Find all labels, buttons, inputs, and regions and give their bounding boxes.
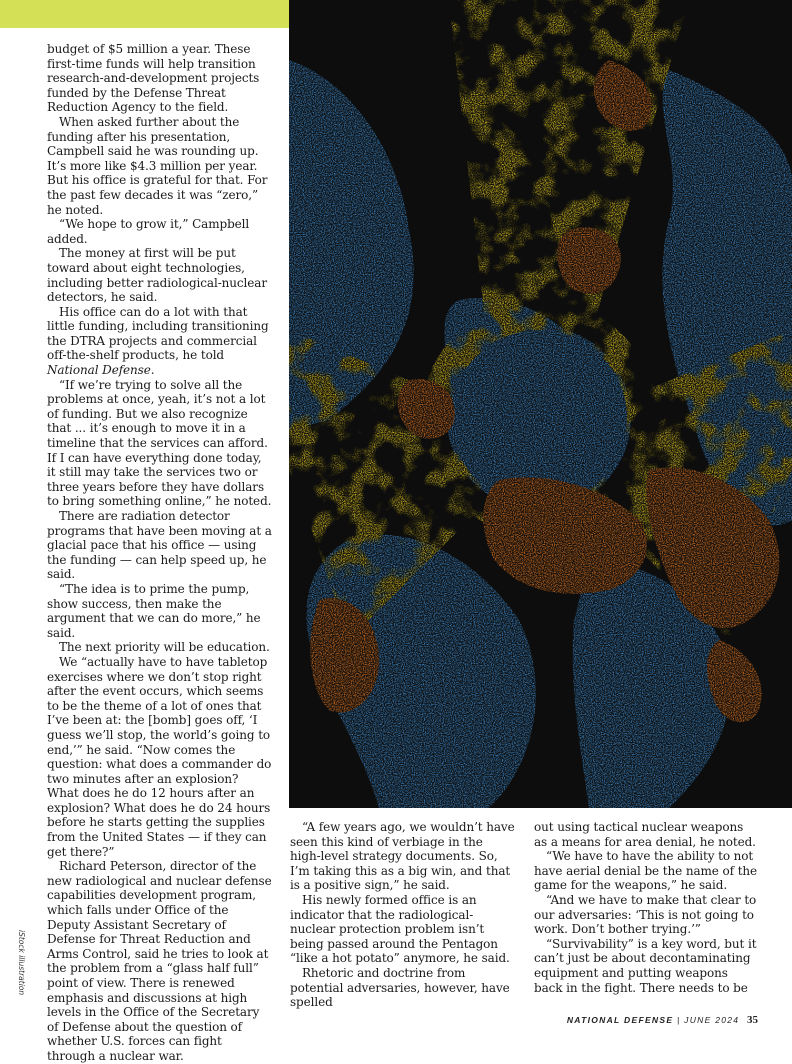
paragraph: The money at first will be put toward about eight technologies, including better radiological-nuclear detectors, he said.	[47, 246, 267, 305]
paragraph: The next priority will be education.	[59, 640, 270, 655]
paragraph: “We hope to grow it,” Campbell added.	[47, 217, 250, 246]
radiation-globe-art	[289, 0, 792, 808]
accent-bar	[0, 0, 289, 28]
page-number: 35	[747, 1014, 758, 1026]
paragraph: budget of $5 million a year. These first-time funds will help transition research-and-development projects funded by the Defense Threat Reduction Agency to the field.	[47, 42, 260, 115]
paragraph: His newly formed office is an indicator that the radiological-nuclear protection problem isn’t being passed around the Pentagon “like a hot potato” anymore, he said.	[290, 892, 510, 966]
image-credit-text: iStock illustration	[17, 930, 26, 996]
paragraph: out using tactical nuclear weapons as a means for area denial, he noted.	[534, 820, 756, 849]
page-footer	[567, 1014, 758, 1026]
paragraph: When asked further about the funding after his presentation, Campbell said he was rounding up. It’s more like $4.3 million per year. But his office is grateful for that. For the past few decades it was “zero,” he noted.	[47, 114, 268, 217]
paragraph: Rhetoric and doctrine from potential adversaries, however, have spelled	[290, 965, 510, 1010]
publication-name-footer: NATIONAL DEFENSE	[566, 1015, 674, 1025]
text-column-right	[534, 820, 759, 995]
paragraph: There are radiation detector programs that have been moving at a glacial pace that his office — using the funding — can help speed up, he said.	[47, 509, 272, 582]
paragraph: “And we have to make that clear to our adversaries: ‘This is not going to work. Don’t bother trying.’”	[534, 892, 757, 937]
paragraph: Richard Peterson, director of the new radiological and nuclear defense capabilities development program, which falls under Office of the Deputy Assistant Secretary of Defense for Threat Reduction and Arms Control, said he tries to look at the problem from a “glass half full” point of view. There is renewed emphasis and discussions at high levels in the Office of the Secretary of Defense about the question of whether U.S. forces can fight through a nuclear war.	[47, 859, 272, 1063]
paragraph: “If we’re trying to solve all the problems at once, yeah, it’s not a lot of funding. But we also recognize that ... it’s enough to move it in a timeline that the services can afford. If I can have everything done today, it still may take the services two or three years before they have dollars to bring something online,” he noted.	[47, 377, 272, 509]
image-credit	[14, 930, 28, 1000]
text-column-middle	[290, 820, 515, 1010]
footer-separator: |	[676, 1015, 681, 1025]
paragraph: His office can do a lot with that little funding, including transitioning the DTRA projects and commercial off-the-shelf products, he told National Defense.	[47, 304, 269, 378]
paragraph: “A few years ago, we wouldn’t have seen this kind of verbiage in the high-level strategy documents. So, I’m taking this as a big win, and that is a positive sign,” he said.	[290, 820, 515, 893]
paragraph: We “actually have to have tabletop exercises where we don’t stop right after the event occurs, which seems to be the theme of a lot of ones that I’ve been at: the [bomb] goes off, ‘I guess we’ll stop, the world’s going to end,’” he said. “Now comes the question: what does a commander do two minutes after an explosion? What does he do 12 hours after an explosion? What does he do 24 hours before he starts getting the supplies from the United States — if they can get there?”	[47, 654, 272, 859]
publication-name: National Defense	[47, 363, 151, 378]
paragraph: “The idea is to prime the pump, show success, then make the argument that we can do more,” he said.	[47, 581, 261, 640]
issue-date: JUNE 2024	[684, 1015, 740, 1025]
paragraph: “We have to have the ability to not have aerial denial be the name of the game for the weapons,” he said.	[534, 849, 758, 893]
paragraph-text: His office can do a lot with that little funding, including transitioning the DTRA projects and commercial off-the-shelf products, he told	[47, 304, 269, 363]
paragraph: “Survivability” is a key word, but it can’t just be about decontaminating equipment and putting weapons back in the fight. There needs to be	[534, 936, 757, 995]
text-column-left	[47, 42, 272, 1064]
radiation-symbol-illustration	[289, 0, 792, 808]
